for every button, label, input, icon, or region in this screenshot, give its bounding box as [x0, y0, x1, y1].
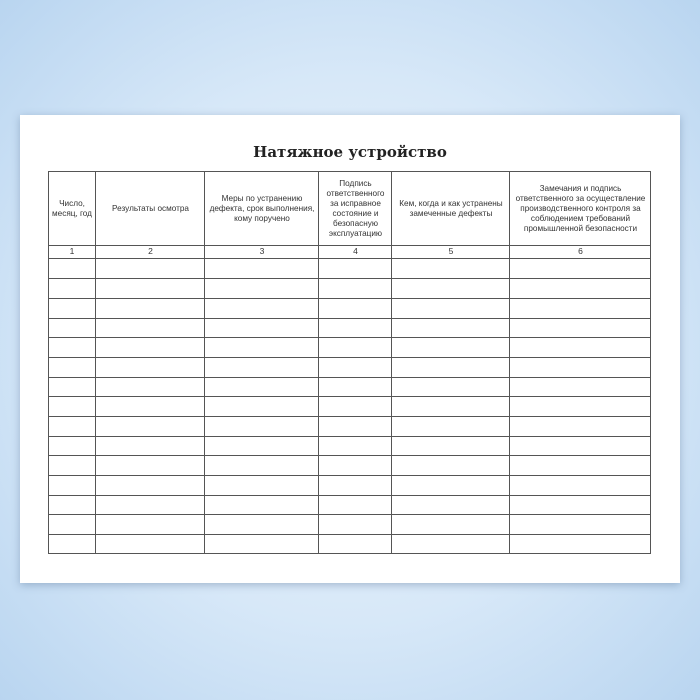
column-number: 1 [69, 246, 75, 256]
header-date: Число, месяц, год [52, 198, 92, 218]
header-inspection-results: Результаты осмотра [112, 203, 189, 213]
column-number: 2 [148, 246, 153, 256]
column-number: 5 [448, 246, 454, 256]
header-corrective-measures: Меры по устранению дефекта, срок выполнения, кому поручено [209, 193, 315, 223]
column-number: 4 [353, 246, 358, 256]
column-number: 3 [259, 246, 265, 256]
header-responsible-signature: Подпись ответственного за исправное состояние и безопасную эксплуатацию [326, 178, 385, 238]
header-defects-fixed: Кем, когда и как устранены замеченные дефекты [399, 198, 503, 218]
journal-page [20, 115, 680, 583]
header-production-control: Замечания и подпись ответственного за осуществление производственного контроля за соблюдением требований промышленной безопасности [515, 183, 646, 233]
page-title: Натяжное устройство [253, 143, 447, 161]
column-number: 6 [578, 246, 583, 256]
